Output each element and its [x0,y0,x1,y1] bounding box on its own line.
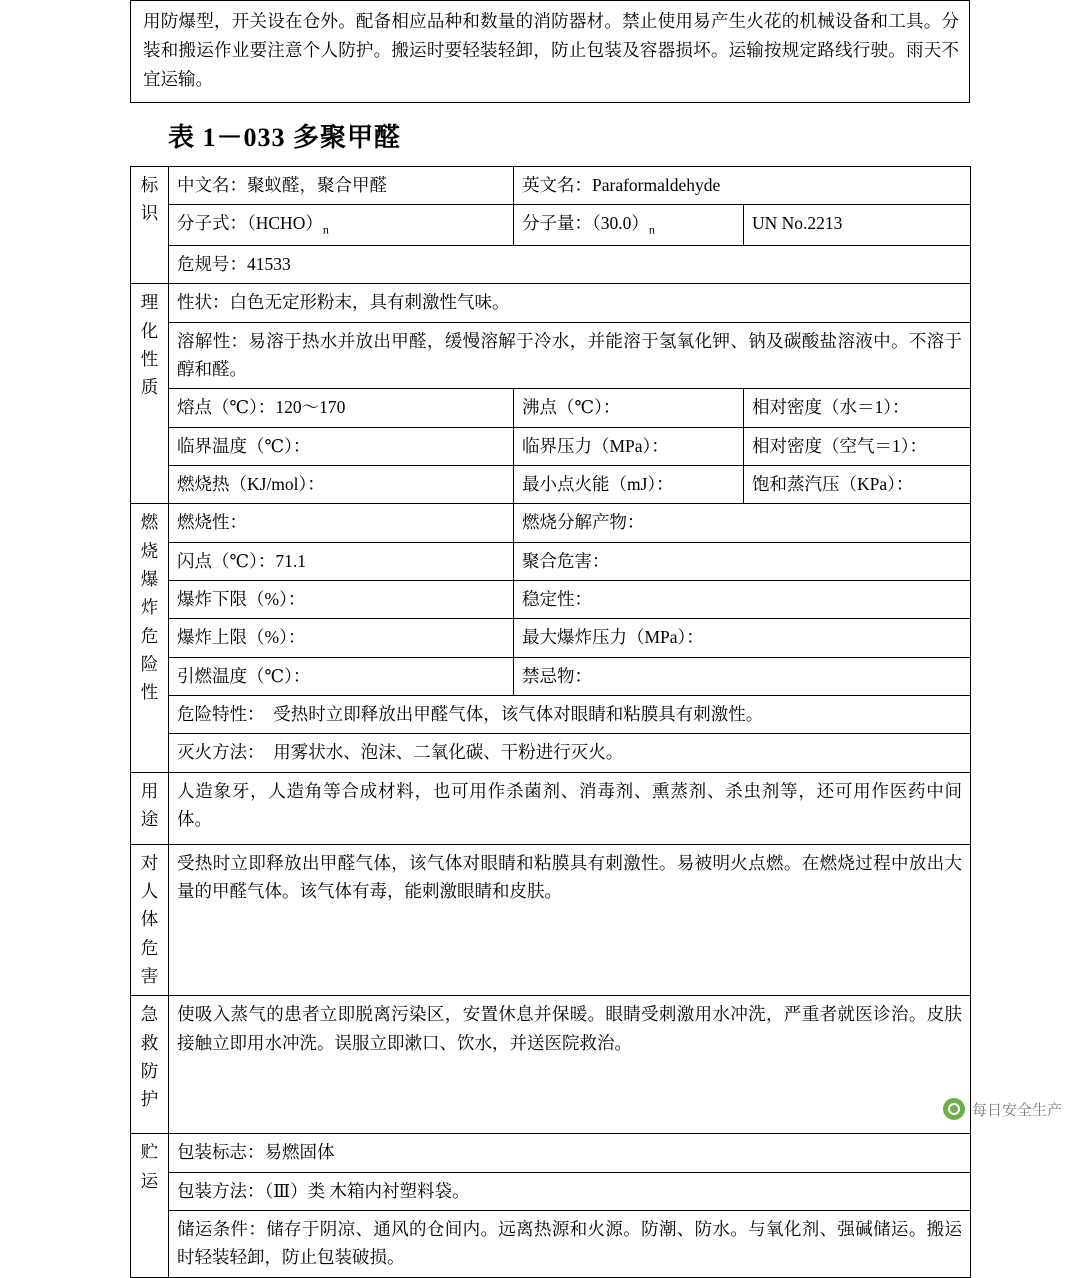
danger-code-label: 危规号： [177,253,247,274]
package-method-cell [169,1172,971,1210]
table-row [131,465,971,503]
critical-temperature-cell: 临界温度（℃）： [169,427,514,465]
solubility-label: 溶解性： [177,330,249,351]
danger-code-value: 41533 [247,253,291,274]
combustion-heat-cell: 燃烧热（KJ/mol）： [169,465,514,503]
table-row [131,204,971,245]
table-row [131,245,971,283]
incompatible-materials-cell: 禁忌物： [514,657,971,695]
substance-data-table [130,166,971,1278]
appearance-label: 性状： [177,292,230,313]
section-label-identification: 标识 [131,166,169,284]
formula-label: 分子式： [177,212,247,233]
flash-point-cell: 闪点（℃）：71.1 [169,542,514,580]
package-method-label: 包装方法： [177,1180,265,1201]
formula-value: （HCHO） [247,212,323,233]
critical-pressure-cell: 临界压力（MPa）： [514,427,744,465]
storage-condition-value: 储存于阴凉、通风的仓间内。远离热源和火源。防潮、防水。与氧化剂、强碱储运。搬运时轻装轻卸，防止包装破损。 [177,1219,963,1268]
table-row [131,657,971,695]
lower-explosion-limit-cell: 爆炸下限（%）： [169,581,514,619]
melting-point-cell: 熔点（℃）：120～170 [169,389,514,427]
package-mark-value: 易燃固体 [264,1142,335,1163]
extinguishing-methods-value: 用雾状水、泡沫、二氧化碳、干粉进行灭火。 [273,742,624,763]
chinese-name-cell [169,166,514,204]
english-name-label: 英文名： [522,174,592,195]
table-row [131,166,971,204]
section-label-human-hazard: 对 人 体 危 害 [131,844,169,996]
human-hazard-cell: 受热时立即释放出甲醛气体，该气体对眼睛和粘膜具有刺激性。易被明火点燃。在燃烧过程中放出大量的甲醛气体。该气体有毒，能刺激眼睛和皮肤。 [169,844,971,996]
hazard-characteristics-label: 危险特性： [177,704,265,725]
package-mark-label: 包装标志： [177,1142,265,1163]
table-row [131,322,971,389]
uses-cell: 人造象牙，人造角等合成材料，也可用作杀菌剂、消毒剂、熏蒸剂、杀虫剂等，还可用作医药中间体。 [169,772,971,844]
table-row [131,734,971,772]
table-row [131,772,971,844]
chinese-name-value: 聚蚁醛，聚合甲醛 [247,174,387,195]
table-row [131,619,971,657]
extinguishing-methods-label: 灭火方法： [177,742,265,763]
solubility-cell [169,322,971,389]
max-explosion-pressure-cell: 最大爆炸压力（MPa）： [514,619,971,657]
storage-condition-cell [169,1211,971,1278]
table-row [131,844,971,996]
package-method-value: （Ⅲ）类 木箱内衬塑料袋。 [264,1180,470,1201]
table-row [131,284,971,322]
chinese-name-label: 中文名： [177,174,247,195]
table-row [131,1172,971,1210]
molecular-weight-cell [514,204,744,245]
table-row [131,696,971,734]
molecular-weight-value: （30.0） [592,212,649,233]
section-label-uses: 用 途 [131,772,169,844]
watermark-label: 每日安全生产 [971,1101,1062,1119]
extinguishing-methods-cell [169,734,971,772]
decomposition-products-cell: 燃烧分解产物： [514,504,971,542]
table-row [131,427,971,465]
english-name-cell [514,166,971,204]
saturated-vapor-pressure-cell: 饱和蒸汽压（KPa）： [744,465,971,503]
relative-density-air-cell: 相对密度（空气＝1）： [744,427,971,465]
table-row [131,996,971,1134]
un-number-cell: UN No.2213 [744,204,971,245]
stability-cell: 稳定性： [514,581,971,619]
solubility-value: 易溶于热水并放出甲醛，缓慢溶解于冷水，并能溶于氢氧化钾、钠及碳酸盐溶液中。不溶于醇和醛。 [177,330,963,379]
molecular-weight-label: 分子量： [522,212,592,233]
watermark [943,1098,1062,1120]
upper-explosion-limit-cell: 爆炸上限（%）： [169,619,514,657]
table-row [131,581,971,619]
danger-code-cell [169,245,971,283]
table-row [131,1211,971,1278]
green-circle-icon [943,1098,965,1120]
document-content [130,0,970,1278]
section-label-storage: 贮 运 [131,1134,169,1277]
polymerization-hazard-cell: 聚合危害： [514,542,971,580]
section-label-fire-explosion: 燃 烧 爆 炸 危 险 性 [131,504,169,772]
formula-subscript: n [322,222,329,237]
appearance-cell [169,284,971,322]
section-label-physical: 理 化 性 质 [131,284,169,504]
first-aid-cell: 使吸入蒸气的患者立即脱离污染区，安置休息并保暖。眼睛受刺激用水冲洗，严重者就医诊治。皮肤接触立即用水冲洗。误服立即漱口、饮水，并送医院救治。 [169,996,971,1134]
table-row [131,504,971,542]
relative-density-water-cell: 相对密度（水＝1）： [744,389,971,427]
table-row [131,542,971,580]
min-ignition-energy-cell: 最小点火能（mJ）： [514,465,744,503]
table-row [131,1134,971,1172]
hazard-characteristics-cell [169,696,971,734]
top-note-box: 用防爆型，开关设在仓外。配备相应品种和数量的消防器材。禁止使用易产生火花的机械设备和工具。分装和搬运作业要注意个人防护。搬运时要轻装轻卸，防止包装及容器损坏。运输按规定路线行驶。雨天不宜运输。 [130,0,970,103]
english-name-value: Paraformaldehyde [592,174,721,195]
storage-condition-label: 储运条件： [177,1219,267,1240]
molecular-weight-subscript: n [648,222,655,237]
package-mark-cell [169,1134,971,1172]
combustibility-cell: 燃烧性： [169,504,514,542]
appearance-value: 白色无定形粉末，具有刺激性气味。 [229,292,510,313]
section-label-first-aid: 急 救 防 护 [131,996,169,1134]
ignition-temperature-cell: 引燃温度（℃）： [169,657,514,695]
table-row [131,389,971,427]
hazard-characteristics-value: 受热时立即释放出甲醛气体，该气体对眼睛和粘膜具有刺激性。 [273,704,764,725]
formula-cell [169,204,514,245]
page-title: 表 1－033 多聚甲醛 [168,122,402,152]
boiling-point-cell: 沸点（℃）： [514,389,744,427]
